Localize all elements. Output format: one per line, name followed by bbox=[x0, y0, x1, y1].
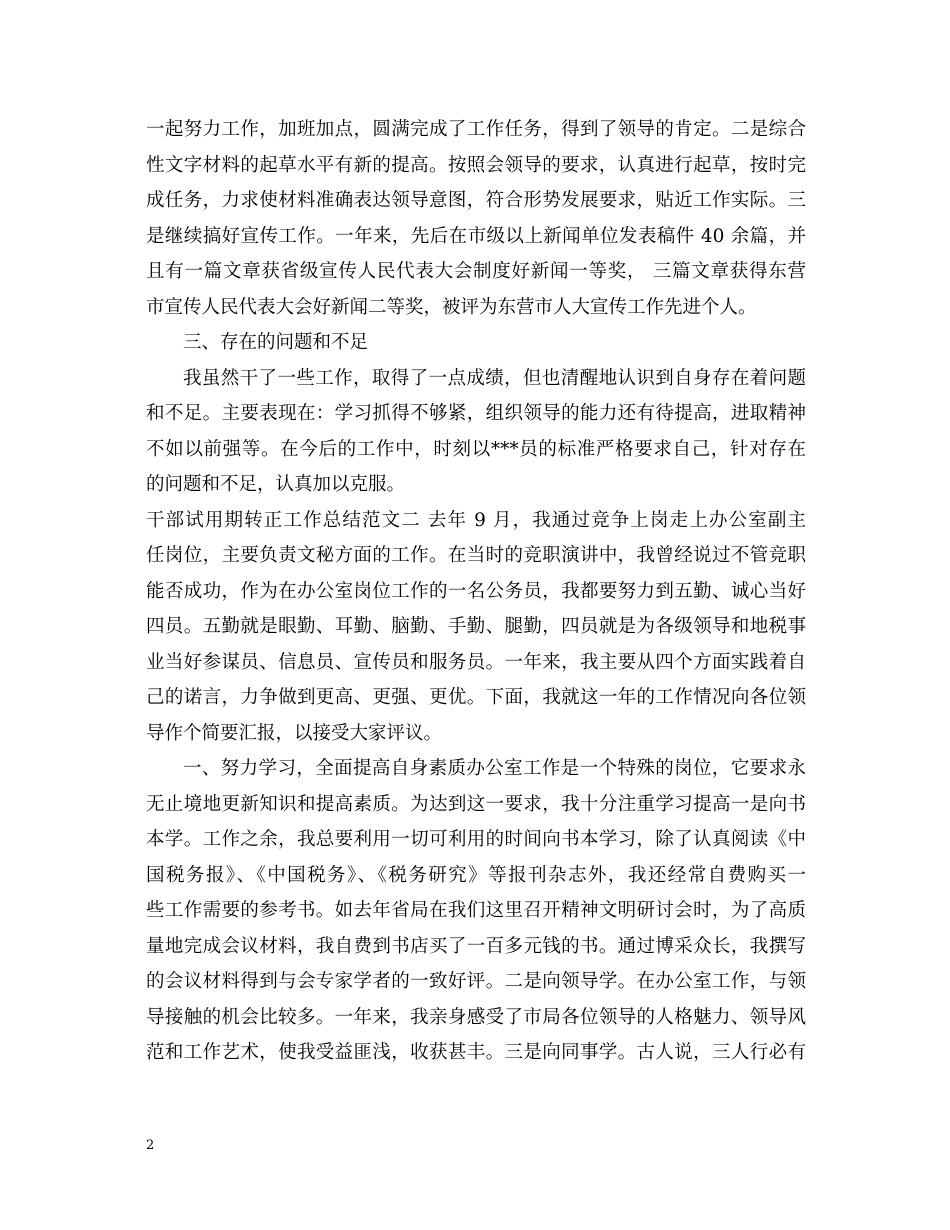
text-line: 且有一篇文章获省级宣传人民代表大会制度好新闻一等奖， 三篇文章获得东营 bbox=[146, 261, 806, 282]
text-line: 本学。工作之余，我总要利用一切可利用的时间向书本学习，除了认真阅读《中 bbox=[146, 829, 806, 850]
document-body bbox=[146, 112, 806, 1071]
text-line: 市宣传人民代表大会好新闻二等奖，被评为东营市人大宣传工作先进个人。 bbox=[146, 296, 757, 318]
text-line: 成任务，力求使材料准确表达领导意图，符合形势发展要求，贴近工作实际。三 bbox=[146, 190, 806, 211]
text-line: 任岗位，主要负责文秘方面的工作。在当时的竞职演讲中，我曾经说过不管竞职 bbox=[146, 545, 806, 566]
text-line: 的会议材料得到与会专家学者的一致好评。二是向领导学。在办公室工作，与领 bbox=[146, 971, 806, 992]
text-line: 和不足。主要表现在：学习抓得不够紧，组织领导的能力还有待提高，进取精神 bbox=[146, 403, 806, 424]
page-number: 2 bbox=[146, 1138, 155, 1153]
text-line: 性文字材料的起草水平有新的提高。按照会领导的要求，认真进行起草，按时完 bbox=[146, 154, 806, 176]
text-line: 是继续搞好宣传工作。一年来，先后在市级以上新闻单位发表稿件 40 余篇，并 bbox=[146, 225, 806, 247]
text-line: 己的诺言，力争做到更高、更强、更优。下面，我就这一年的工作情况向各位领 bbox=[146, 687, 806, 708]
section-heading bbox=[146, 325, 806, 361]
paragraph-study bbox=[146, 751, 806, 1071]
text-line: 导作个简要汇报，以接受大家评议。 bbox=[146, 722, 443, 744]
text-line: 国税务报》、《中国税务》、《税务研究》等报刊杂志外，我还经常自费购买一 bbox=[146, 864, 806, 886]
paragraph-sample-two bbox=[146, 503, 806, 752]
text-line: 能否成功，作为在办公室岗位工作的一名公务员，我都要努力到五勤、诚心当好 bbox=[146, 580, 806, 602]
text-line: 些工作需要的参考书。如去年省局在我们这里召开精神文明研讨会时，为了高质 bbox=[146, 900, 806, 921]
text-line: 一、努力学习，全面提高自身素质办公室工作是一个特殊的岗位，它要求永 bbox=[183, 758, 806, 779]
text-line: 无止境地更新知识和提高素质。为达到这一要求，我十分注重学习提高一是向书 bbox=[146, 793, 806, 815]
paragraph-problems bbox=[146, 361, 806, 503]
text-line: 的问题和不足，认真加以克服。 bbox=[146, 474, 406, 495]
text-line: 不如以前强等。在今后的工作中，时刻以***员的标准严格要求自己，针对存在 bbox=[146, 438, 806, 460]
text-line: 四员。五勤就是眼勤、耳勤、脑勤、手勤、腿勤，四员就是为各级领导和地税事 bbox=[146, 616, 806, 637]
text-line: 范和工作艺术，使我受益匪浅，收获甚丰。三是向同事学。古人说，三人行必有 bbox=[146, 1042, 806, 1063]
heading-problems-and-shortcomings: 三、存在的问题和不足 bbox=[183, 332, 369, 353]
text-line: 干部试用期转正工作总结范文二 去年 9 月，我通过竞争上岗走上办公室副主 bbox=[146, 509, 806, 531]
text-line: 一起努力工作，加班加点，圆满完成了工作任务，得到了领导的肯定。二是综合 bbox=[146, 119, 806, 140]
text-line: 我虽然干了一些工作，取得了一点成绩，但也清醒地认识到自身存在着问题 bbox=[183, 367, 806, 389]
text-line: 业当好参谋员、信息员、宣传员和服务员。一年来，我主要从四个方面实践着自 bbox=[146, 651, 806, 673]
paragraph-continuation bbox=[146, 112, 806, 325]
text-line: 量地完成会议材料，我自费到书店买了一百多元钱的书。通过博采众长，我撰写 bbox=[146, 935, 806, 957]
text-line: 导接触的机会比较多。一年来，我亲身感受了市局各位领导的人格魅力、领导风 bbox=[146, 1006, 806, 1028]
